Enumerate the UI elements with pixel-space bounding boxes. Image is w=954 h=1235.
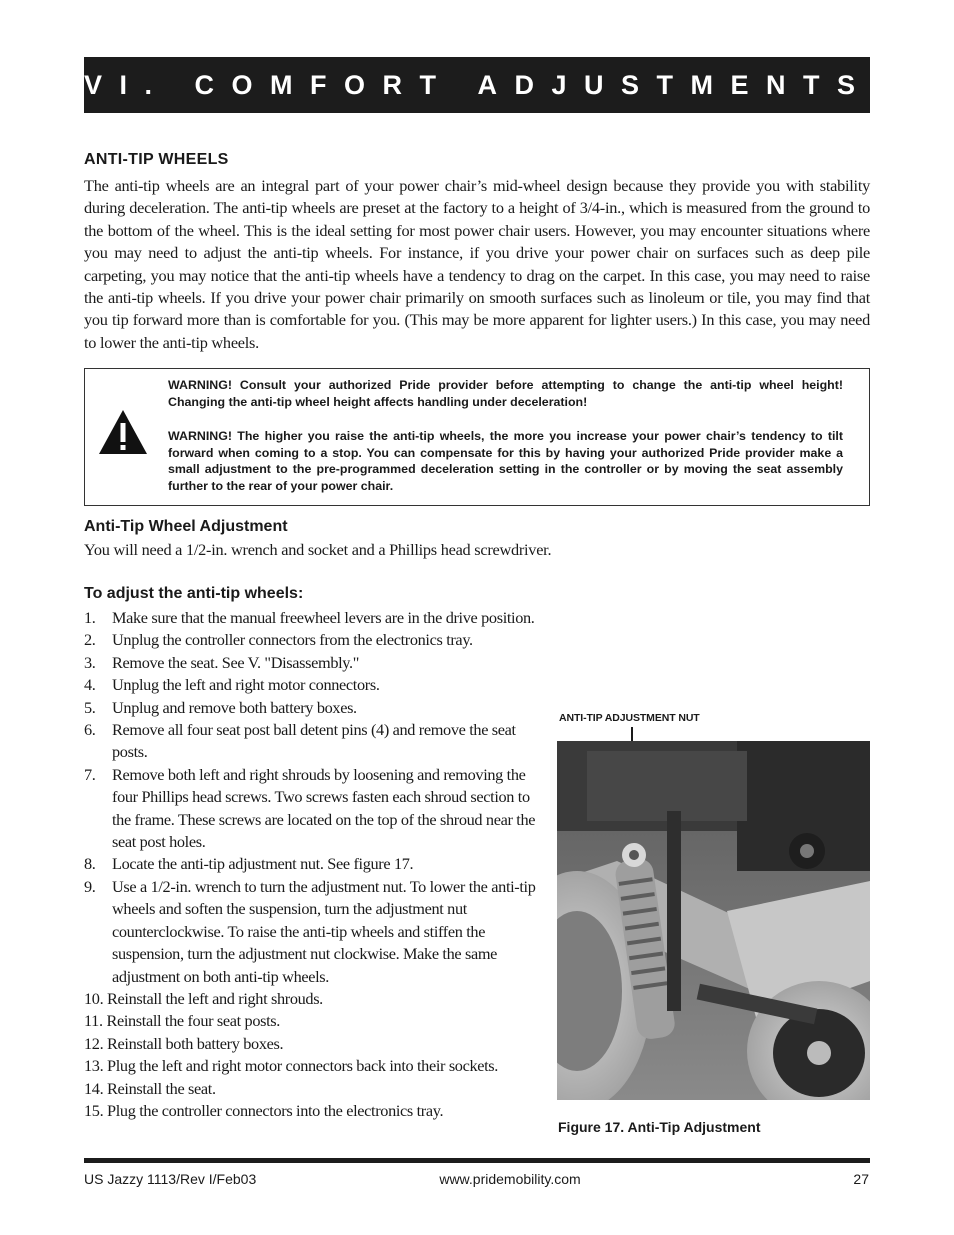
tool-requirements: You will need a 1/2-in. wrench and socket and a Phillips head screwdriver. xyxy=(84,540,552,559)
list-item xyxy=(84,1033,542,1055)
step-number: 14. xyxy=(84,1078,104,1098)
step-text: Reinstall the four seat posts. xyxy=(106,1011,280,1031)
step-text: Remove all four seat post ball detent pins (4) and remove the seat posts. xyxy=(112,720,516,762)
section-heading: ANTI-TIP WHEELS xyxy=(84,151,229,168)
warning-triangle-icon xyxy=(98,409,148,455)
step-number: 8. xyxy=(84,854,96,874)
list-item xyxy=(84,1078,542,1100)
list-item xyxy=(84,988,542,1010)
list-item xyxy=(84,652,542,674)
step-text: Reinstall the seat. xyxy=(107,1078,216,1098)
footer-page-number: 27 xyxy=(853,1171,869,1187)
step-text: Plug the controller connectors into the electronics tray. xyxy=(107,1100,444,1120)
steps-heading: To adjust the anti-tip wheels: xyxy=(84,585,304,602)
adjustment-heading: Anti-Tip Wheel Adjustment xyxy=(84,518,288,535)
list-item xyxy=(84,719,542,764)
step-text: Unplug the left and right motor connectors. xyxy=(112,675,380,695)
step-text: Unplug the controller connectors from the electronics tray. xyxy=(112,630,473,650)
step-number: 1. xyxy=(84,608,96,627)
step-number: 15. xyxy=(84,1100,104,1120)
step-text: Make sure that the manual freewheel levers are in the drive position. xyxy=(112,608,535,627)
step-text: Locate the anti-tip adjustment nut. See figure 17. xyxy=(112,854,414,874)
step-number: 4. xyxy=(84,675,96,695)
warning-text-1: WARNING! Consult your authorized Pride provider before attempting to change the anti-tip wheel height! Changing the anti-tip wheel height affects handling under deceleration! xyxy=(168,378,843,409)
list-item xyxy=(84,697,542,719)
step-text: Remove the seat. See V. "Disassembly." xyxy=(112,652,360,672)
step-text: Use a 1/2-in. wrench to turn the adjustment nut. To lower the anti-tip wheels and soften the suspension, turn the adjustment nut counterclockwise. To raise the anti-tip wheels and stiffen the suspension, turn the adjustment nut clockwise. Make the same adjustment on both anti-tip wheels. xyxy=(112,876,536,986)
footer-rule xyxy=(84,1158,870,1163)
figure-callout-label: ANTI-TIP ADJUSTMENT NUT xyxy=(559,712,700,724)
list-item xyxy=(84,674,542,696)
step-text: Remove both left and right shrouds by loosening and removing the four Phillips head screws. Two screws fasten each shroud section to the frame. These screws are located on the top of the shroud near the seat post holes. xyxy=(112,764,536,852)
step-text: Reinstall the left and right shrouds. xyxy=(107,988,323,1008)
list-item xyxy=(84,607,542,629)
figure-photo xyxy=(557,741,870,1100)
list-item xyxy=(84,1010,542,1032)
footer-document-id: US Jazzy 1113/Rev I/Feb03 xyxy=(84,1171,257,1187)
list-item xyxy=(84,764,542,854)
step-number: 7. xyxy=(84,764,96,784)
page-banner-title: VI. COMFORT ADJUSTMENTS xyxy=(84,57,870,113)
steps-list xyxy=(84,607,542,1122)
list-item xyxy=(84,1100,542,1122)
step-number: 13. xyxy=(84,1056,104,1076)
figure-caption: Figure 17. Anti-Tip Adjustment xyxy=(558,1119,761,1135)
step-number: 10. xyxy=(84,988,104,1008)
step-number: 6. xyxy=(84,720,96,740)
list-item xyxy=(84,629,542,651)
step-number: 11. xyxy=(84,1011,103,1031)
step-text: Plug the left and right motor connectors back into their sockets. xyxy=(107,1056,499,1076)
footer-website: www.pridemobility.com xyxy=(439,1171,581,1187)
section-paragraph: The anti-tip wheels are an integral part of your power chair’s mid-wheel design because they provide you with stability during deceleration. The anti-tip wheels are preset at the factory to a height of 3/4-in., which is measured from the ground to the bottom of the wheel. This is the ideal setting for most power chair users. However, you may encounter situations where you may need to adjust the anti-tip wheels. For instance, if you drive your power chair on surfaces such as deep pile carpeting, you may notice that the anti-tip wheels have a tendency to drag on the carpet. In this case, you may need to raise the anti-tip wheels. If you drive your power chair primarily on smooth surfaces such as linoleum or tile, you may find that you tip forward more than is comfortable for you. (This may be more apparent for lighter users.) In this case, you may need to lower the anti-tip wheels. xyxy=(84,176,870,352)
step-number: 2. xyxy=(84,630,96,650)
warning-box xyxy=(84,368,870,506)
step-number: 12. xyxy=(84,1033,104,1053)
list-item xyxy=(84,876,542,988)
warning-text-2: WARNING! The higher you raise the anti-tip wheels, the more you increase your power chair’s tendency to tilt forward when coming to a stop. You can compensate for this by having your authorized Pride provider make a small adjustment to the pre-programmed deceleration setting in the controller or by moving the seat assembly further to the rear of your power chair. xyxy=(168,429,843,494)
step-text: Unplug and remove both battery boxes. xyxy=(112,697,357,717)
step-number: 5. xyxy=(84,697,96,717)
list-item xyxy=(84,853,542,875)
step-number: 3. xyxy=(84,652,96,672)
list-item xyxy=(84,1055,542,1077)
step-number: 9. xyxy=(84,876,96,896)
step-text: Reinstall both battery boxes. xyxy=(107,1033,284,1053)
